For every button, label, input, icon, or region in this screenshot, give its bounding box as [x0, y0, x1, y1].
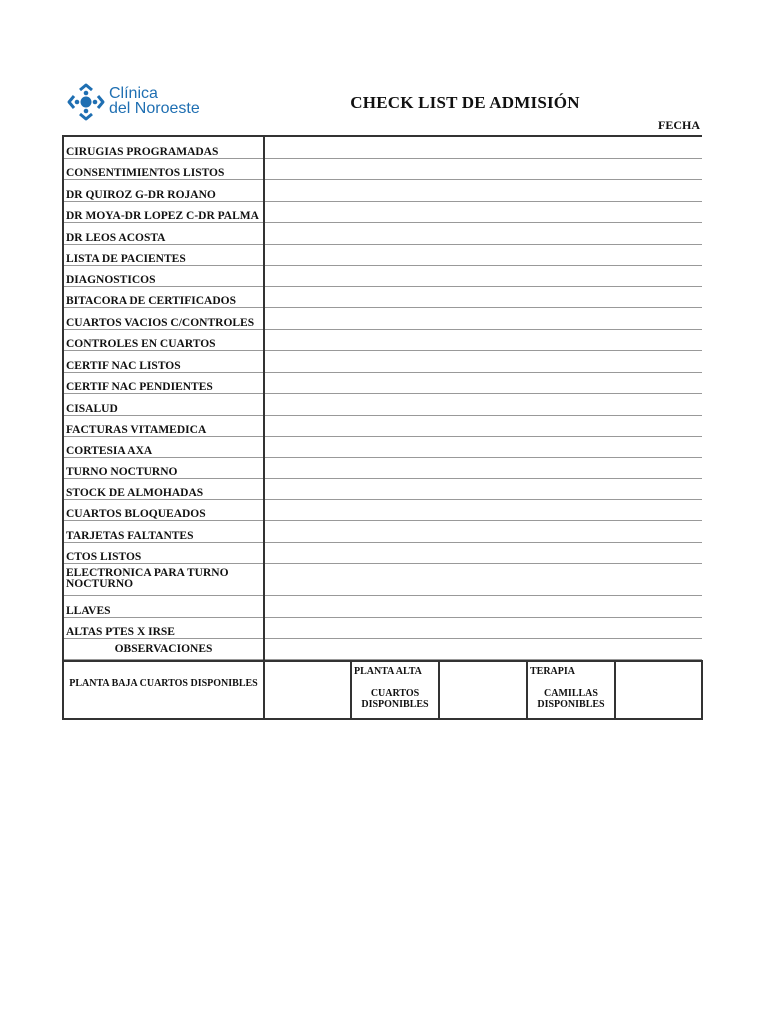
clinic-logo-icon	[66, 82, 106, 122]
observaciones-row	[63, 638, 702, 659]
checklist-item-label: CERTIF NAC LISTOS	[63, 350, 264, 372]
checklist-row	[63, 222, 702, 244]
checklist-item-value[interactable]	[264, 499, 702, 520]
terapia-label-cell	[527, 661, 615, 719]
checklist-item-label: ALTAS PTES X IRSE	[63, 617, 264, 638]
checklist-row	[63, 520, 702, 542]
checklist-row	[63, 201, 702, 222]
checklist-item-value[interactable]	[264, 393, 702, 415]
checklist-item-value[interactable]	[264, 222, 702, 244]
checklist-row	[63, 436, 702, 457]
checklist-item-label: BITACORA DE CERTIFICADOS	[63, 286, 264, 307]
checklist-item-value[interactable]	[264, 520, 702, 542]
checklist-row	[63, 372, 702, 393]
checklist-row	[63, 307, 702, 329]
checklist-item-value[interactable]	[264, 478, 702, 499]
checklist-row	[63, 329, 702, 350]
document-title: CHECK LIST DE ADMISIÓN	[350, 93, 580, 112]
checklist-item-value[interactable]	[264, 542, 702, 563]
checklist-item-label: FACTURAS VITAMEDICA	[63, 415, 264, 436]
planta-baja-label-cell	[63, 661, 264, 719]
checklist-row	[63, 542, 702, 563]
checklist-item-value[interactable]	[264, 595, 702, 617]
checklist-item-value[interactable]	[264, 307, 702, 329]
checklist-row	[63, 136, 702, 158]
planta-alta-label-cell	[351, 661, 439, 719]
checklist-row	[63, 244, 702, 265]
checklist-item-label: STOCK DE ALMOHADAS	[63, 478, 264, 499]
checklist-item-label: DR MOYA-DR LOPEZ C-DR PALMA	[63, 201, 264, 222]
checklist-item-label: CONSENTIMIENTOS LISTOS	[63, 158, 264, 179]
checklist-item-value[interactable]	[264, 457, 702, 478]
terapia-value-cell[interactable]	[615, 661, 702, 719]
checklist-row	[63, 158, 702, 179]
checklist-row	[63, 393, 702, 415]
checklist-item-value[interactable]	[264, 350, 702, 372]
checklist-item-label: LISTA DE PACIENTES	[63, 244, 264, 265]
checklist-row	[63, 563, 702, 595]
checklist-item-value[interactable]	[264, 415, 702, 436]
checklist-row	[63, 499, 702, 520]
checklist-item-value[interactable]	[264, 179, 702, 201]
planta-baja-label: PLANTA BAJA CUARTOS DISPONIBLES	[69, 677, 258, 689]
terapia-sub-label: CAMILLAS DISPONIBLES	[537, 687, 605, 710]
planta-alta-sub-label: CUARTOS DISPONIBLES	[361, 687, 429, 710]
checklist-item-value[interactable]	[264, 136, 702, 158]
checklist-row	[63, 286, 702, 307]
checklist-item-label: DR QUIROZ G-DR ROJANO	[63, 179, 264, 201]
checklist-item-value[interactable]	[264, 286, 702, 307]
logo-line-1: Clínica	[109, 85, 158, 102]
checklist-row	[63, 478, 702, 499]
checklist-row	[63, 415, 702, 436]
observaciones-label: OBSERVACIONES	[63, 638, 264, 659]
checklist-item-label: CTOS LISTOS	[63, 542, 264, 563]
checklist-item-label: TURNO NOCTURNO	[63, 457, 264, 478]
checklist-item-label: CUARTOS BLOQUEADOS	[63, 499, 264, 520]
checklist-row	[63, 457, 702, 478]
planta-alta-label: PLANTA ALTA	[354, 665, 422, 677]
checklist-row	[63, 265, 702, 286]
checklist-row	[63, 350, 702, 372]
checklist-item-value[interactable]	[264, 158, 702, 179]
date-label: FECHA	[658, 118, 700, 132]
checklist-item-label: DR LEOS ACOSTA	[63, 222, 264, 244]
clinic-logo	[66, 82, 226, 124]
checklist-row	[63, 595, 702, 617]
checklist-table	[62, 135, 702, 660]
checklist-item-value[interactable]	[264, 244, 702, 265]
checklist-item-value[interactable]	[264, 436, 702, 457]
checklist-item-value[interactable]	[264, 372, 702, 393]
checklist-item-label: CUARTOS VACIOS C/CONTROLES	[63, 307, 264, 329]
terapia-label: TERAPIA	[530, 665, 576, 677]
checklist-item-label: CIRUGIAS PROGRAMADAS	[63, 136, 264, 158]
checklist-item-label: LLAVES	[63, 595, 264, 617]
checklist-item-label: CISALUD	[63, 393, 264, 415]
checklist-item-value[interactable]	[264, 563, 702, 595]
checklist-item-label: TARJETAS FALTANTES	[63, 520, 264, 542]
checklist-grid	[62, 135, 701, 720]
checklist-item-label: DIAGNOSTICOS	[63, 265, 264, 286]
checklist-item-value[interactable]	[264, 617, 702, 638]
availability-table	[62, 660, 703, 720]
checklist-item-value[interactable]	[264, 201, 702, 222]
checklist-item-value[interactable]	[264, 329, 702, 350]
observaciones-value[interactable]	[264, 638, 702, 659]
checklist-item-value[interactable]	[264, 265, 702, 286]
logo-line-2: del Noroeste	[109, 100, 200, 117]
planta-baja-value-cell[interactable]	[264, 661, 351, 719]
checklist-item-label: CORTESIA AXA	[63, 436, 264, 457]
planta-alta-value-cell[interactable]	[439, 661, 527, 719]
checklist-item-label: ELECTRONICA PARA TURNO NOCTURNO	[63, 563, 264, 595]
checklist-item-label: CERTIF NAC PENDIENTES	[63, 372, 264, 393]
checklist-row	[63, 179, 702, 201]
checklist-row	[63, 617, 702, 638]
checklist-item-label: CONTROLES EN CUARTOS	[63, 329, 264, 350]
